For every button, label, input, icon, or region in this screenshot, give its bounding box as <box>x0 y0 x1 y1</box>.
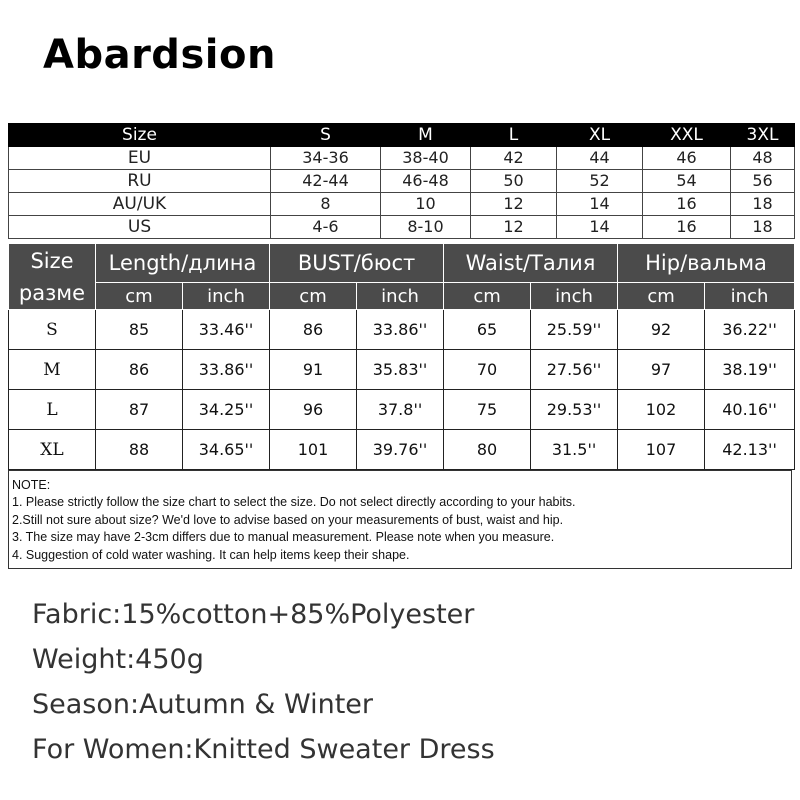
measurement-row <box>9 430 795 470</box>
spec-season: Season:Autumn & Winter <box>32 689 374 720</box>
measurement-cell: 70 <box>444 350 531 390</box>
conversion-cell: 34-36 <box>271 147 381 170</box>
conversion-cell: 16 <box>643 193 731 216</box>
measurement-cell: 92 <box>618 310 705 350</box>
spec-fabric: Fabric:15%cotton+85%Polyester <box>32 599 475 630</box>
conversion-cell: 14 <box>557 193 643 216</box>
conversion-cell: 44 <box>557 147 643 170</box>
measurement-cell: 31.5'' <box>531 430 618 470</box>
conversion-cell: 38-40 <box>381 147 471 170</box>
size-label: M <box>9 350 96 390</box>
size-header: XL <box>557 124 643 147</box>
conversion-cell: 56 <box>731 170 795 193</box>
conversion-cell: 18 <box>731 216 795 239</box>
size-label: XL <box>9 430 96 470</box>
conversion-cell: 12 <box>471 216 557 239</box>
measurement-table <box>8 243 795 470</box>
measurement-cell: 33.86'' <box>183 350 270 390</box>
measurement-cell: 91 <box>270 350 357 390</box>
measurement-cell: 29.53'' <box>531 390 618 430</box>
conversion-cell: 46 <box>643 147 731 170</box>
conversion-cell: 42 <box>471 147 557 170</box>
conversion-cell: 46-48 <box>381 170 471 193</box>
measurement-cell: 86 <box>96 350 183 390</box>
brand-title: Abardsion <box>43 32 276 78</box>
measurement-cell: 35.83'' <box>357 350 444 390</box>
hip-header: Hip/вальма <box>618 244 795 283</box>
region-label: US <box>9 216 271 239</box>
measurement-cell: 102 <box>618 390 705 430</box>
conversion-cell: 10 <box>381 193 471 216</box>
size-header: M <box>381 124 471 147</box>
measurement-cell: 38.19'' <box>705 350 795 390</box>
measurement-cell: 65 <box>444 310 531 350</box>
unit-header: cm <box>444 283 531 310</box>
measurement-cell: 33.46'' <box>183 310 270 350</box>
measurement-cell: 97 <box>618 350 705 390</box>
note-heading: NOTE: <box>12 478 51 492</box>
size-label: L <box>9 390 96 430</box>
measurement-cell: 75 <box>444 390 531 430</box>
measurement-cell: 101 <box>270 430 357 470</box>
conversion-header-label: Size <box>9 124 271 147</box>
corner-line-razme: разме <box>18 280 86 305</box>
measurement-cell: 34.65'' <box>183 430 270 470</box>
corner-line-size: Size <box>30 248 74 273</box>
conversion-cell: 18 <box>731 193 795 216</box>
region-label: EU <box>9 147 271 170</box>
measurement-cell: 37.8'' <box>357 390 444 430</box>
conversion-row <box>9 147 795 170</box>
measurement-cell: 25.59'' <box>531 310 618 350</box>
conversion-cell: 4-6 <box>271 216 381 239</box>
notes-box <box>8 470 792 569</box>
note-line: 1. Please strictly follow the size chart to select the size. Do not select directly according to your habits. <box>12 495 576 510</box>
size-header: L <box>471 124 557 147</box>
measurement-cell: 80 <box>444 430 531 470</box>
measurement-cell: 34.25'' <box>183 390 270 430</box>
conversion-cell: 12 <box>471 193 557 216</box>
conversion-cell: 42-44 <box>271 170 381 193</box>
conversion-cell: 14 <box>557 216 643 239</box>
unit-header: cm <box>96 283 183 310</box>
unit-header-row <box>9 283 795 310</box>
size-header: S <box>271 124 381 147</box>
size-corner-header <box>9 244 96 310</box>
measurement-row <box>9 350 795 390</box>
unit-header: inch <box>183 283 270 310</box>
spec-type: For Women:Knitted Sweater Dress <box>32 734 495 765</box>
measurement-row <box>9 390 795 430</box>
note-line: 2.Still not sure about size? We'd love to advise based on your measurements of bust, waist and hip. <box>12 512 564 527</box>
conversion-cell: 52 <box>557 170 643 193</box>
measurement-cell: 85 <box>96 310 183 350</box>
conversion-cell: 16 <box>643 216 731 239</box>
conversion-row <box>9 193 795 216</box>
region-label: RU <box>9 170 271 193</box>
note-line: 3. The size may have 2-3cm differs due to manual measurement. Please note when you measure. <box>12 530 555 545</box>
unit-header: inch <box>531 283 618 310</box>
conversion-cell: 50 <box>471 170 557 193</box>
conversion-cell: 8 <box>271 193 381 216</box>
product-specs <box>32 592 495 772</box>
measurement-cell: 87 <box>96 390 183 430</box>
length-header: Length/длина <box>96 244 270 283</box>
waist-header: Waist/Талия <box>444 244 618 283</box>
measurement-cell: 88 <box>96 430 183 470</box>
measurement-header-row <box>9 244 795 283</box>
conversion-cell: 8-10 <box>381 216 471 239</box>
measurement-cell: 40.16'' <box>705 390 795 430</box>
measurement-row <box>9 310 795 350</box>
conversion-row <box>9 216 795 239</box>
measurement-cell: 96 <box>270 390 357 430</box>
size-header: 3XL <box>731 124 795 147</box>
unit-header: inch <box>705 283 795 310</box>
conversion-header-row <box>9 124 795 147</box>
unit-header: cm <box>618 283 705 310</box>
conversion-cell: 48 <box>731 147 795 170</box>
spec-weight: Weight:450g <box>32 644 204 675</box>
measurement-cell: 86 <box>270 310 357 350</box>
measurement-cell: 33.86'' <box>357 310 444 350</box>
measurement-cell: 27.56'' <box>531 350 618 390</box>
note-line: 4. Suggestion of cold water washing. It can help items keep their shape. <box>12 547 410 562</box>
bust-header: BUST/бюст <box>270 244 444 283</box>
unit-header: cm <box>270 283 357 310</box>
size-header: XXL <box>643 124 731 147</box>
unit-header: inch <box>357 283 444 310</box>
conversion-row <box>9 170 795 193</box>
measurement-cell: 36.22'' <box>705 310 795 350</box>
measurement-cell: 107 <box>618 430 705 470</box>
measurement-cell: 39.76'' <box>357 430 444 470</box>
conversion-cell: 54 <box>643 170 731 193</box>
size-conversion-table <box>8 123 795 239</box>
size-label: S <box>9 310 96 350</box>
region-label: AU/UK <box>9 193 271 216</box>
measurement-cell: 42.13'' <box>705 430 795 470</box>
